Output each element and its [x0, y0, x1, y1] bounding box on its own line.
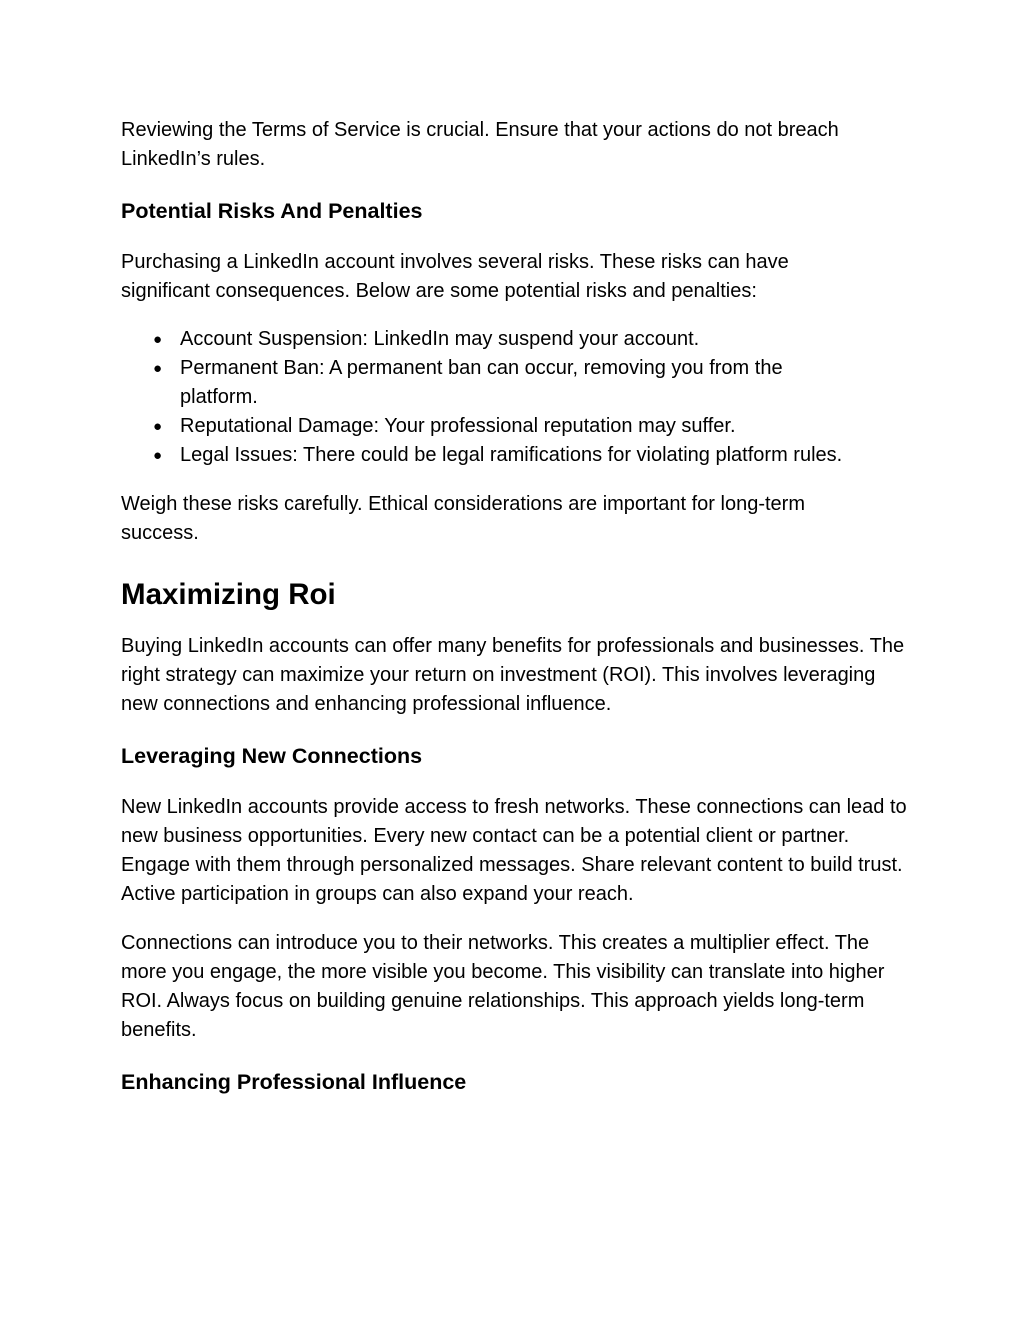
list-item-text: Reputational Damage: Your professional reputation may suffer.	[180, 415, 736, 437]
bullet-icon: ●	[153, 447, 163, 464]
list-item	[121, 441, 911, 470]
connections-paragraph-1: New LinkedIn accounts provide access to fresh networks. These connections can lead to new business opportunities. Every new contact can be a potential client or partner. Engage with them through personalized messages. Share relevant content to build trust. Active participation in groups can also expand your reach.	[121, 796, 907, 905]
connections-heading: Leveraging New Connections	[121, 744, 423, 768]
terms-paragraph: Reviewing the Terms of Service is crucial. Ensure that your actions do not breach LinkedIn’s rules.	[121, 119, 839, 170]
bullet-icon: ●	[153, 331, 163, 348]
bullet-icon: ●	[153, 418, 163, 435]
risks-heading: Potential Risks And Penalties	[121, 199, 423, 223]
risks-intro-paragraph: Purchasing a LinkedIn account involves several risks. These risks can have significant consequences. Below are some potential risks and penalties:	[121, 251, 789, 302]
connections-paragraph-2: Connections can introduce you to their networks. This creates a multiplier effect. The more you engage, the more visible you become. This visibility can translate into higher ROI. Always focus on building genuine relationships. This approach yields long-term benefits.	[121, 932, 885, 1041]
roi-intro-paragraph: Buying LinkedIn accounts can offer many benefits for professionals and businesses. The right strategy can maximize your return on investment (ROI). This involves leveraging new connections and enhancing professional influence.	[121, 635, 905, 715]
list-item-text: Legal Issues: There could be legal ramifications for violating platform rules.	[180, 444, 843, 466]
influence-heading: Enhancing Professional Influence	[121, 1070, 467, 1094]
list-item	[121, 354, 911, 412]
list-item-text: Account Suspension: LinkedIn may suspend your account.	[180, 328, 700, 350]
list-item-text: Permanent Ban: A permanent ban can occur, removing you from the platform.	[180, 357, 783, 408]
weigh-risks-paragraph: Weigh these risks carefully. Ethical considerations are important for long-term success.	[121, 493, 805, 544]
risks-list	[121, 325, 911, 470]
bullet-icon: ●	[153, 360, 163, 377]
list-item	[121, 412, 911, 441]
list-item	[121, 325, 911, 354]
roi-heading: Maximizing Roi	[121, 578, 336, 611]
document-page	[121, 116, 911, 1096]
